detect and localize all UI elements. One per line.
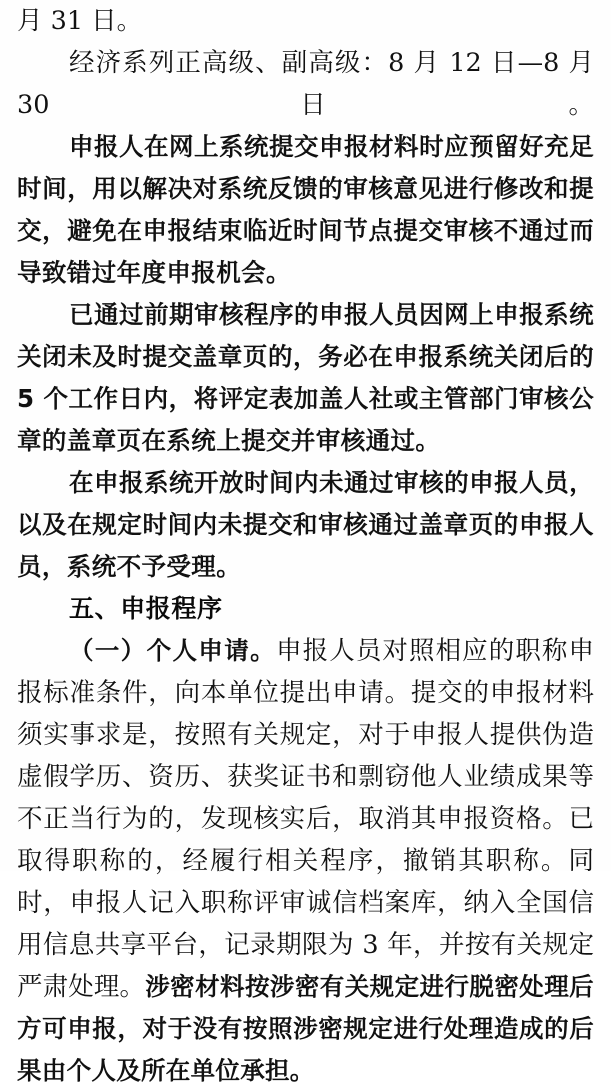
run-classified-material-notice: 涉密材料按涉密有关规定进行脱密处理后方可申报，对于没有按照涉密规定进行处理造成的后果由个人及所在单位承担。 [17,972,594,1085]
section-heading-declaration-procedure: 五、申报程序 [69,594,223,623]
paragraph-reserve-sufficient-time: 申报人在网上系统提交申报材料时应预留好充足时间，用以解决对系统反馈的审核意见进行修改和提交，避免在申报结束临近时间节点提交审核不通过而导致错过年度申报机会。 [17,132,594,287]
paragraph-stamped-page-submission: 已通过前期审核程序的申报人员因网上申报系统关闭未及时提交盖章页的，务必在申报系统关闭后的 5 个工作日内，将评定表加盖人社或主管部门审核公章的盖章页在系统上提交并审核通过。 [17,300,594,455]
paragraph-system-not-accepted: 在申报系统开放时间内未通过审核的申报人员，以及在规定时间内未提交和审核通过盖章页的申报人员，系统不予受理。 [17,468,594,581]
paragraph-continuation-date: 月 31 日。 [17,6,143,36]
document-text-body [17,0,594,1092]
paragraph-economic-series-schedule: 经济系列正高级、副高级：8 月 12 日—8 月 30 日。 [17,48,594,120]
run-personal-application-label: （一）个人申请。 [69,636,277,665]
paragraph-personal-application [17,630,594,1092]
run-personal-application-detail: 申报人员对照相应的职称申报标准条件，向本单位提出申请。提交的申报材料须实事求是，按照有关规定，对于申报人提供伪造虚假学历、资历、获奖证书和剽窃他人业绩成果等不正当行为的，发现核实后，取消其申报资格。已取得职称的，经履行相关程序，撤销其职称。同时，申报人记入职称评审诚信档案库，纳入全国信用信息共享平台，记录期限为 3 年，并按有关规定严肃处理。 [17,636,594,1002]
